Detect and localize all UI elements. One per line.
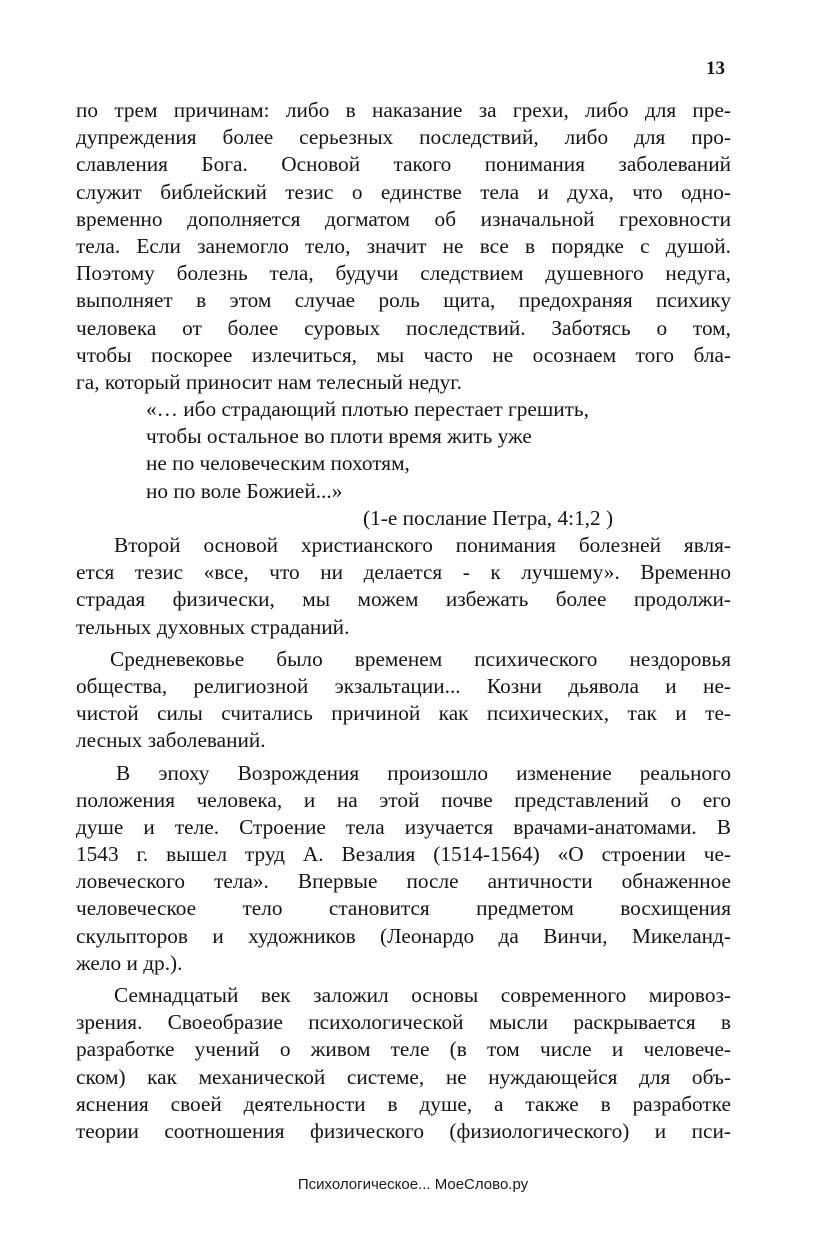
text-line: славления Бога. Основой такого понимания заболеваний xyxy=(76,152,731,177)
text-line: тела. Если занемогло тело, значит не все в порядке с душой. xyxy=(76,233,731,258)
text-line: человеческое тело становится предметом восхищения xyxy=(76,896,731,921)
text-line: человека от более суровых последствий. Заботясь о том, xyxy=(76,315,731,340)
text-line: чистой силы считались причиной как психических, так и те- xyxy=(76,701,731,726)
text-line: теории соотношения физического (физиологического) и пси- xyxy=(76,1118,731,1143)
text-line: Средневековье было временем психического нездоровья xyxy=(110,646,731,671)
quote-citation: (1-е послание Петра, 4:1,2 ) xyxy=(363,505,614,530)
text-line: дупреждения более серьезных последствий, либо для про- xyxy=(76,125,731,150)
text-line: служит библейский тезис о единстве тела и духа, что одно- xyxy=(76,179,731,204)
quote-line: не по человеческим похотям, xyxy=(146,451,410,476)
text-line: душе и теле. Строение тела изучается врачами-анатомами. В xyxy=(76,814,731,839)
bible-quote xyxy=(146,396,731,505)
text-line: Второй основой христианского понимания болезней явля- xyxy=(114,533,731,557)
text-line: чтобы поскорее излечиться, мы часто не осознаем того бла- xyxy=(76,342,731,367)
text-line: по трем причинам: либо в наказание за грехи, либо для пре- xyxy=(76,98,731,122)
text-line: яснения своей деятельности в душе, а также в разработке xyxy=(76,1091,731,1116)
text-line: разработке учений о живом теле (в том числе и человече- xyxy=(76,1037,731,1062)
text-line: скульпторов и художников (Леонардо да Винчи, Микеланд- xyxy=(76,923,731,948)
paragraph xyxy=(76,97,731,396)
text-line: Семнадцатый век заложил основы современного мировоз- xyxy=(114,983,731,1007)
text-line: общества, религиозной экзальтации... Козни дьявола и не- xyxy=(76,673,731,698)
page-body xyxy=(76,97,731,1145)
paragraph xyxy=(76,646,731,755)
text-line: ется тезис «все, что ни делается - к лучшему». Временно xyxy=(76,560,731,585)
text-line: временно дополняется догматом об изначальной греховности xyxy=(76,206,731,231)
text-line: 1543 г. вышел труд А. Везалия (1514-1564) «О строении че- xyxy=(76,842,731,867)
text-line: положения человека, и на этой почве представлений о его xyxy=(76,787,731,812)
text-line: лесных заболеваний. xyxy=(76,728,266,753)
quote-line: «… ибо страдающий плотью перестает грешить, xyxy=(146,397,589,422)
text-line: жело и др.). xyxy=(76,950,183,975)
text-line: Поэтому болезнь тела, будучи следствием душевного недуга, xyxy=(76,261,731,286)
text-line: ловеческого тела». Впервые после античности обнаженное xyxy=(76,869,731,894)
text-line: страдая физически, мы можем избежать более продолжи- xyxy=(76,587,731,612)
quote-line: чтобы остальное во плоти время жить уже xyxy=(146,424,532,449)
text-line: В эпоху Возрождения произошло изменение реального xyxy=(116,760,731,785)
text-line: га, который приносит нам телесный недуг. xyxy=(76,369,462,394)
text-line: тельных духовных страданий. xyxy=(76,614,350,639)
quote-line: но по воле Божией...» xyxy=(146,478,343,503)
paragraph xyxy=(76,760,731,978)
text-line: выполняет в этом случае роль щита, предохраняя психику xyxy=(76,288,731,313)
paragraph xyxy=(76,532,731,641)
text-line: зрения. Своеобразие психологической мысли раскрывается в xyxy=(76,1010,731,1035)
paragraph xyxy=(76,982,731,1145)
text-line: ском) как механической системе, не нуждающейся для объ- xyxy=(76,1064,731,1089)
page-footer: Психологическое... МоеСлово.ру xyxy=(297,1176,529,1193)
page-number: 13 xyxy=(706,58,725,79)
